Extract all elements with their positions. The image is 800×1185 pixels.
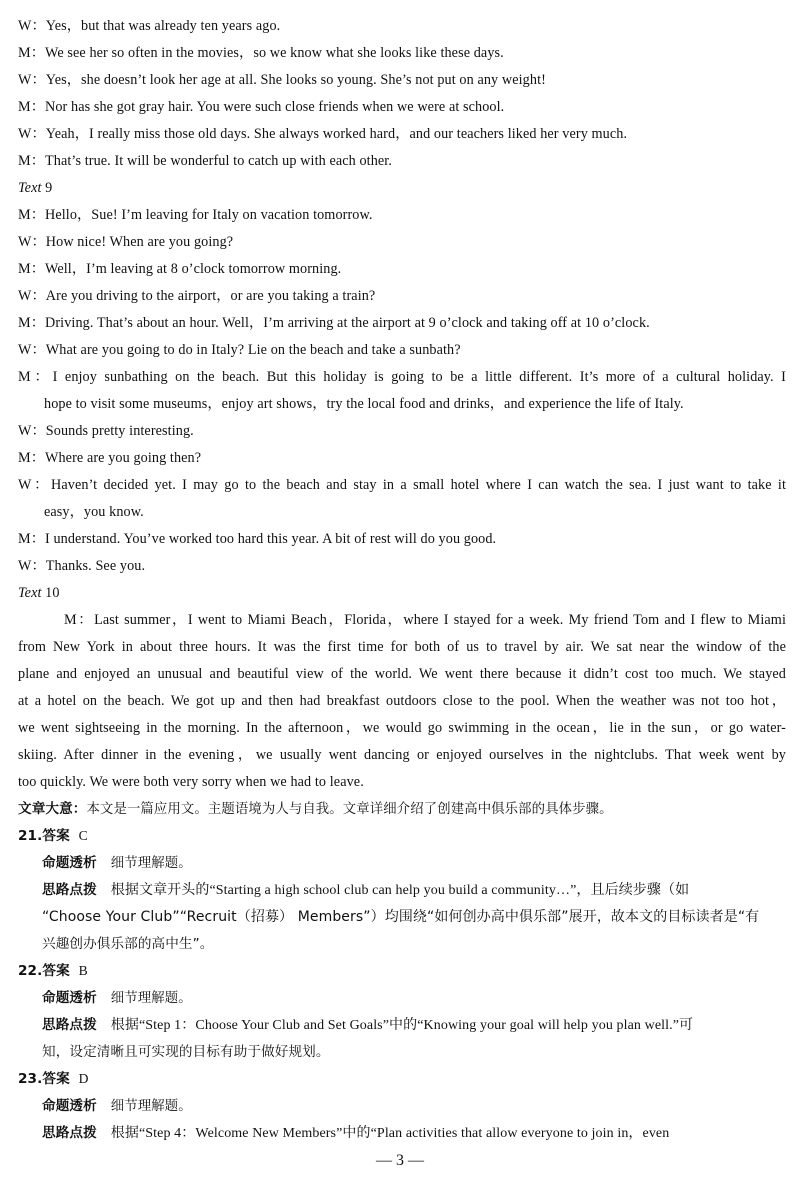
answer-header [18, 826, 786, 846]
dialogue-line: M：Driving. That’s about an hour. Well，I’m arriving at the airport at 9 o’clock and taking off at 10 o’clock. [18, 315, 650, 331]
analysis-text: 细节理解题。 [110, 991, 192, 1006]
answer-value: D [78, 1071, 89, 1086]
tips-row [42, 1015, 786, 1036]
question-number: 21. [18, 828, 43, 844]
dialogue-line: W：What are you going to do in Italy? Lie on the beach and take a sunbath? [18, 342, 461, 358]
dialogue-line: W：Sounds pretty interesting. [18, 423, 194, 439]
answer-label: 答案 [42, 828, 70, 844]
analysis-row [42, 1096, 786, 1117]
analysis-label: 命题透析 [42, 1098, 97, 1114]
passage-line: at a hotel on the beach. We got up and then had breakfast outdoors close to the pool. When the weather was not too hot， [18, 693, 786, 709]
dialogue-line: M：I enjoy sunbathing on the beach. But this holiday is going to be a little different. It’s more of a cultural holiday. I [18, 369, 786, 385]
answer-value: B [78, 963, 88, 978]
dialogue-line-continued: easy，you know. [44, 504, 144, 520]
analysis-text: 细节理解题。 [110, 856, 192, 871]
dialogue-line: W：Yes，she doesn’t look her age at all. She looks so young. She’s not put on any weight! [18, 72, 546, 88]
passage-line: skiing. After dinner in the evening，we usually went dancing or enjoyed ourselves in the nightclubs. That week went by [18, 747, 786, 763]
answer-label: 答案 [42, 963, 70, 979]
text-label: Text [18, 585, 42, 601]
dialogue-line: M：Where are you going then? [18, 450, 202, 466]
dialogue-line: W：Haven’t decided yet. I may go to the beach and stay in a small hotel where I can watch the sea. I just want to take it [18, 477, 786, 493]
page-number: — 3 — [376, 1152, 424, 1169]
passage-line: we went sightseeing in the morning. In the afternoon，we would go swimming in the ocean，lie in the sun，or go water- [18, 720, 786, 736]
tips-text: 根据“Step 4：Welcome New Members”中的“Plan activities that allow everyone to join in，even [110, 1126, 670, 1141]
dialogue-line: W：Yes，but that was already ten years ago. [18, 18, 281, 34]
passage-line: from New York in about three hours. It was the first time for both of us to travel by air. We sat near the window of the [18, 639, 786, 655]
analysis-row [42, 988, 786, 1009]
answer-label: 答案 [42, 1071, 70, 1087]
analysis-label: 命题透析 [42, 855, 97, 871]
answer-header [18, 1069, 786, 1089]
tips-line-continued: “Choose Your Club”“Recruit（招募） Members”）均围绕“如何创办高中俱乐部”展开，故本文的目标读者是“有 [42, 909, 760, 925]
question-number: 23. [18, 1071, 43, 1087]
text-9-heading [18, 178, 786, 198]
tips-label: 思路点拨 [42, 1017, 97, 1033]
tips-label: 思路点拨 [42, 1125, 97, 1141]
passage-line: plane and enjoyed an unusual and beautiful view of the world. We went there because it didn’t cost too much. We stayed [18, 666, 786, 682]
text-number: 9 [41, 180, 53, 196]
tips-row [42, 880, 786, 901]
analysis-label: 命题透析 [42, 990, 97, 1006]
passage-line: too quickly. We were both very sorry when we had to leave. [18, 774, 364, 790]
answer-value: C [78, 828, 88, 843]
dialogue-line: M：That’s true. It will be wonderful to catch up with each other. [18, 153, 392, 169]
tips-text: 根据文章开头的“Starting a high school club can help you build a community…”，且后续步骤（如 [110, 883, 690, 898]
dialogue-line-continued: hope to visit some museums，enjoy art shows，try the local food and drinks，and experience the life of Italy. [44, 396, 684, 412]
dialogue-line: M：Well，I’m leaving at 8 o’clock tomorrow morning. [18, 261, 342, 277]
dialogue-line: M：We see her so often in the movies，so we know what she looks like these days. [18, 45, 504, 61]
dialogue-line: W：Thanks. See you. [18, 558, 146, 574]
text-10-heading [18, 583, 786, 603]
dialogue-line: M：Nor has she got gray hair. You were such close friends when we were at school. [18, 99, 505, 115]
analysis-text: 细节理解题。 [110, 1099, 192, 1114]
summary-label: 文章大意： [18, 801, 87, 817]
summary [18, 799, 786, 820]
dialogue-line: W：Are you driving to the airport，or are you taking a train? [18, 288, 376, 304]
dialogue-line: W：Yeah，I really miss those old days. She always worked hard，and our teachers liked her very much. [18, 126, 628, 142]
dialogue-line: W：How nice! When are you going? [18, 234, 234, 250]
dialogue-line: M：Hello，Sue! I’m leaving for Italy on vacation tomorrow. [18, 207, 373, 223]
text-number: 10 [41, 585, 60, 601]
answer-header [18, 961, 786, 981]
tips-line-continued: 兴趣创办俱乐部的高中生”。 [42, 936, 214, 952]
tips-text: 根据“Step 1：Choose Your Club and Set Goals”中的“Knowing your goal will help you plan well.”可 [110, 1018, 694, 1033]
text-label: Text [18, 180, 42, 196]
question-number: 22. [18, 963, 43, 979]
analysis-row [42, 853, 786, 874]
summary-text: 本文是一篇应用文。主题语境为人与自我。文章详细介绍了创建高中俱乐部的具体步骤。 [86, 802, 613, 817]
tips-row [42, 1123, 786, 1144]
dialogue-line: M：I understand. You’ve worked too hard this year. A bit of rest will do you good. [18, 531, 497, 547]
tips-line-continued: 知，设定清晰且可实现的目标有助于做好规划。 [42, 1044, 330, 1060]
tips-label: 思路点拨 [42, 882, 97, 898]
passage-line: M：Last summer，I went to Miami Beach，Florida，where I stayed for a week. My friend Tom and I flew to Miami [64, 612, 786, 628]
